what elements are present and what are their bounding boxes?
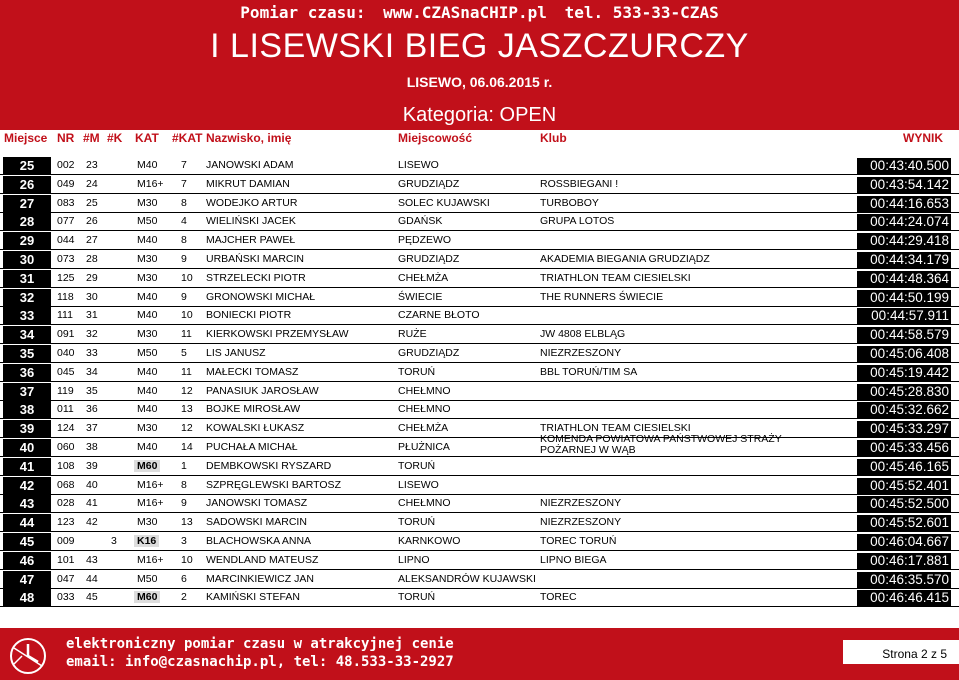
cell-town: GRUDZIĄDZ xyxy=(398,253,460,265)
page-footer xyxy=(0,628,959,680)
cell-club: KOMENDA POWIATOWA PAŃSTWOWEJ STRAŻY xyxy=(540,433,782,445)
cell-nr: 045 xyxy=(57,365,75,378)
table-row xyxy=(0,288,959,307)
cell-club: TRIATHLON TEAM CIESIELSKI xyxy=(540,271,691,284)
cell-club: JW 4808 ELBLĄG xyxy=(540,328,626,341)
cell-name: MAJCHER PAWEŁ xyxy=(206,234,296,247)
timing-label: Pomiar czasu: xyxy=(240,3,366,22)
col-m: #M xyxy=(83,131,100,145)
cell-name: KAMIŃSKI STEFAN xyxy=(206,591,300,604)
place-badge: 32 xyxy=(3,289,51,306)
result-time: 00:45:19.442 xyxy=(857,365,951,381)
cell-name: PUCHAŁA MICHAŁ xyxy=(206,441,298,453)
cell-nr: 011 xyxy=(57,403,74,416)
timing-website: www.CZASnaCHIP.pl xyxy=(383,3,547,22)
cell-m: 28 xyxy=(86,253,98,265)
cell-town: CZARNE BŁOTO xyxy=(398,309,480,322)
table-row xyxy=(0,400,959,419)
cell-hkat: 4 xyxy=(181,215,187,228)
cell-name: BOJKE MIROSŁAW xyxy=(206,403,301,416)
result-time: 00:44:48.364 xyxy=(857,271,951,287)
cell-m: 31 xyxy=(86,309,98,322)
cell-name: URBAŃSKI MARCIN xyxy=(206,253,305,265)
result-time: 00:46:46.415 xyxy=(857,590,951,606)
cell-nr: 123 xyxy=(57,516,75,529)
place-badge: 48 xyxy=(3,589,51,606)
cell-town: LISEWO xyxy=(398,159,439,171)
table-row xyxy=(0,194,959,213)
cell-town: PĘDZEWO xyxy=(398,234,452,247)
cell-nr: 047 xyxy=(57,572,75,585)
cell-town: TORUŃ xyxy=(398,365,436,378)
cell-kat: M30 xyxy=(137,253,158,265)
cell-m: 39 xyxy=(86,459,98,472)
cell-m: 24 xyxy=(86,177,98,190)
cell-kat: M30 xyxy=(137,328,158,341)
cell-m: 45 xyxy=(86,591,98,604)
cell-kat: M30 xyxy=(137,516,158,529)
cell-name: WIELIŃSKI JACEK xyxy=(206,215,296,228)
cell-kat: M40 xyxy=(137,365,158,378)
cell-m: 44 xyxy=(86,572,98,585)
cell-kat: M40 xyxy=(137,159,158,171)
cell-name: WENDLAND MATEUSZ xyxy=(206,553,319,566)
place-badge: 29 xyxy=(3,232,51,249)
cell-name: PANASIUK JAROSŁAW xyxy=(206,384,319,397)
place-badge: 41 xyxy=(3,458,51,475)
place-badge: 26 xyxy=(3,176,51,193)
cell-town: CHEŁMNO xyxy=(398,403,451,416)
col-miejscowosc: Miejscowość xyxy=(398,131,473,145)
cell-name: BONIECKI PIOTR xyxy=(206,309,292,322)
place-badge: 42 xyxy=(3,477,51,494)
cell-nr: 108 xyxy=(57,459,75,472)
cell-club: NIEZRZESZONY xyxy=(540,516,622,529)
cell-kat: M60 xyxy=(134,460,160,472)
result-time: 00:44:24.074 xyxy=(857,214,951,230)
cell-hkat: 6 xyxy=(181,572,187,585)
column-headers xyxy=(0,131,959,147)
cell-town: ŚWIECIE xyxy=(398,290,443,303)
page-number: Strona 2 z 5 xyxy=(882,647,947,661)
cell-kat: M50 xyxy=(137,215,158,228)
cell-kat: M40 xyxy=(137,309,158,322)
cell-town: SOLEC KUJAWSKI xyxy=(398,196,490,209)
cell-hkat: 8 xyxy=(181,478,187,491)
result-time: 00:44:16.653 xyxy=(857,196,951,212)
cell-nr: 073 xyxy=(57,253,75,265)
event-title: I LISEWSKI BIEG JASZCZURCZY xyxy=(210,27,749,65)
table-row xyxy=(0,551,959,570)
cell-nr: 091 xyxy=(57,328,75,341)
cell-club: TOREC xyxy=(540,591,577,604)
result-time: 00:44:57.911 xyxy=(857,308,951,324)
table-row xyxy=(0,513,959,532)
cell-m: 33 xyxy=(86,347,98,359)
cell-hkat: 14 xyxy=(181,441,193,453)
cell-m: 38 xyxy=(86,441,98,453)
cell-m: 37 xyxy=(86,422,98,435)
table-row xyxy=(0,570,959,589)
cell-kat: M50 xyxy=(137,347,158,359)
cell-kat: K16 xyxy=(134,535,159,547)
place-badge: 47 xyxy=(3,571,51,588)
page-header xyxy=(0,0,959,130)
cell-hkat: 3 xyxy=(181,535,187,547)
cell-name: STRZELECKI PIOTR xyxy=(206,271,306,284)
cell-club: AKADEMIA BIEGANIA GRUDZIĄDZ xyxy=(540,253,710,265)
cell-m: 29 xyxy=(86,271,98,284)
cell-club: BBL TORUŃ/TIM SA xyxy=(540,365,638,378)
cell-club: NIEZRZESZONY xyxy=(540,347,622,359)
cell-hkat: 9 xyxy=(181,290,187,303)
place-badge: 39 xyxy=(3,420,51,437)
col-kat: KAT xyxy=(135,131,159,145)
cell-town: TORUŃ xyxy=(398,459,436,472)
cell-nr: 101 xyxy=(57,553,75,566)
cell-nr: 033 xyxy=(57,591,75,604)
place-badge: 43 xyxy=(3,495,51,512)
cell-kat: M40 xyxy=(137,403,158,416)
place-badge: 40 xyxy=(3,439,51,456)
cell-hkat: 12 xyxy=(181,422,193,435)
timing-info xyxy=(0,3,959,22)
result-time: 00:43:54.142 xyxy=(857,177,951,193)
cell-nr: 083 xyxy=(57,196,75,209)
page-number-box xyxy=(843,640,959,664)
cell-town: GDAŃSK xyxy=(398,215,443,228)
table-row xyxy=(0,250,959,269)
table-row xyxy=(0,175,959,194)
footer-contact: email: info@czasnachip.pl, tel: 48.533-33-2927 xyxy=(66,654,454,670)
cell-name: GRONOWSKI MICHAŁ xyxy=(206,290,316,303)
cell-nr: 060 xyxy=(57,441,75,453)
cell-town: CHEŁMŻA xyxy=(398,422,449,435)
cell-hkat: 10 xyxy=(181,309,193,322)
cell-k: 3 xyxy=(111,535,117,547)
cell-club: TOREC TORUŃ xyxy=(540,535,617,547)
col-hkat: #KAT xyxy=(172,131,203,145)
result-time: 00:44:58.579 xyxy=(857,327,951,343)
czasnachip-logo-icon xyxy=(8,636,48,676)
col-k: #K xyxy=(107,131,123,145)
table-row xyxy=(0,382,959,401)
cell-town: RUŻE xyxy=(398,328,427,341)
result-time: 00:46:35.570 xyxy=(857,572,951,588)
cell-m: 36 xyxy=(86,403,98,416)
cell-name: JANOWSKI TOMASZ xyxy=(206,497,308,510)
cell-hkat: 7 xyxy=(181,159,187,171)
result-time: 00:45:52.401 xyxy=(857,478,951,494)
table-row xyxy=(0,532,959,551)
table-row xyxy=(0,306,959,325)
cell-town: CHEŁMNO xyxy=(398,497,451,510)
table-row xyxy=(0,363,959,382)
cell-nr: 040 xyxy=(57,347,75,359)
cell-club: LIPNO BIEGA xyxy=(540,553,607,566)
table-row xyxy=(0,476,959,495)
category-title: Kategoria: OPEN xyxy=(402,104,557,126)
cell-nr: 111 xyxy=(57,309,73,322)
place-badge: 35 xyxy=(3,345,51,362)
cell-m: 25 xyxy=(86,196,98,209)
table-row xyxy=(0,457,959,476)
event-place-date: LISEWO, 06.06.2015 r. xyxy=(406,74,553,90)
cell-name: KOWALSKI ŁUKASZ xyxy=(206,422,305,435)
result-time: 00:44:34.179 xyxy=(857,252,951,268)
cell-m: 23 xyxy=(86,159,98,171)
table-row xyxy=(0,419,959,438)
cell-name: DEMBKOWSKI RYSZARD xyxy=(206,459,332,472)
cell-m: 27 xyxy=(86,234,98,247)
cell-name: MAŁECKI TOMASZ xyxy=(206,365,299,378)
place-badge: 27 xyxy=(3,195,51,212)
place-badge: 45 xyxy=(3,533,51,550)
cell-town: KARNKOWO xyxy=(398,535,461,547)
cell-m: 41 xyxy=(86,497,98,510)
cell-hkat: 9 xyxy=(181,253,187,265)
footer-slogan: elektroniczny pomiar czasu w atrakcyjnej cenie xyxy=(66,636,454,652)
col-klub: Klub xyxy=(540,131,567,145)
cell-hkat: 7 xyxy=(181,177,187,190)
cell-hkat: 9 xyxy=(181,497,187,510)
result-time: 00:44:50.199 xyxy=(857,290,951,306)
cell-kat: M30 xyxy=(137,422,158,435)
cell-kat: M60 xyxy=(134,591,160,603)
cell-town: LIPNO xyxy=(398,553,430,566)
table-row xyxy=(0,433,959,457)
cell-kat: M40 xyxy=(137,384,158,397)
cell-name: JANOWSKI ADAM xyxy=(206,159,294,171)
table-row xyxy=(0,212,959,231)
result-time: 00:43:40.500 xyxy=(857,158,951,174)
result-time: 00:45:46.165 xyxy=(857,459,951,475)
result-time: 00:45:32.662 xyxy=(857,402,951,418)
cell-name: LIS JANUSZ xyxy=(206,347,266,359)
cell-club-multiline xyxy=(540,434,782,456)
cell-name: MARCINKIEWICZ JAN xyxy=(206,572,314,585)
result-time: 00:46:17.881 xyxy=(857,553,951,569)
cell-nr: 119 xyxy=(57,384,74,397)
result-time: 00:45:52.601 xyxy=(857,515,951,531)
cell-hkat: 8 xyxy=(181,196,187,209)
place-badge: 25 xyxy=(3,157,51,174)
col-miejsce: Miejsce xyxy=(4,131,48,145)
cell-kat: M16+ xyxy=(137,177,164,190)
cell-nr: 068 xyxy=(57,478,75,491)
cell-club: GRUPA LOTOS xyxy=(540,215,615,228)
result-time: 00:45:06.408 xyxy=(857,346,951,362)
cell-nr: 002 xyxy=(57,159,75,171)
place-badge: 28 xyxy=(3,213,51,230)
place-badge: 44 xyxy=(3,514,51,531)
cell-nr: 118 xyxy=(57,290,74,303)
cell-nr: 049 xyxy=(57,177,75,190)
result-time: 00:44:29.418 xyxy=(857,233,951,249)
cell-hkat: 1 xyxy=(181,459,187,472)
table-row xyxy=(0,344,959,363)
cell-hkat: 8 xyxy=(181,234,187,247)
result-time: 00:45:33.297 xyxy=(857,421,951,437)
cell-hkat: 11 xyxy=(181,365,192,378)
table-row xyxy=(0,231,959,250)
timing-phone: tel. 533-33-CZAS xyxy=(564,3,719,22)
cell-m: 26 xyxy=(86,215,98,228)
cell-kat: M16+ xyxy=(137,497,164,510)
cell-m: 42 xyxy=(86,516,98,529)
cell-nr: 044 xyxy=(57,234,75,247)
result-time: 00:45:28.830 xyxy=(857,384,951,400)
cell-hkat: 5 xyxy=(181,347,187,359)
cell-hkat: 13 xyxy=(181,516,193,529)
col-nr: NR xyxy=(57,131,75,145)
cell-kat: M40 xyxy=(137,290,158,303)
cell-m: 35 xyxy=(86,384,98,397)
cell-name: SZPRĘGLEWSKI BARTOSZ xyxy=(206,478,341,491)
cell-club: ROSSBIEGANI ! xyxy=(540,177,619,190)
result-time: 00:45:33.456 xyxy=(857,440,951,456)
cell-town: TORUŃ xyxy=(398,516,436,529)
cell-town: CHEŁMŻA xyxy=(398,271,449,284)
cell-m: 32 xyxy=(86,328,98,341)
cell-m: 30 xyxy=(86,290,98,303)
cell-town: GRUDZIĄDZ xyxy=(398,347,460,359)
result-time: 00:45:52.500 xyxy=(857,496,951,512)
cell-town: CHEŁMNO xyxy=(398,384,451,397)
cell-nr: 077 xyxy=(57,215,75,228)
cell-club: TRIATHLON TEAM CIESIELSKI xyxy=(540,422,691,435)
cell-kat: M30 xyxy=(137,271,158,284)
cell-club-line2: POŻARNEJ W WĄB xyxy=(540,444,636,456)
cell-kat: M16+ xyxy=(137,478,164,491)
cell-name: KIERKOWSKI PRZEMYSŁAW xyxy=(206,328,349,341)
cell-name: BLACHOWSKA ANNA xyxy=(206,535,312,547)
cell-town: LISEWO xyxy=(398,478,439,491)
cell-town: GRUDZIĄDZ xyxy=(398,177,460,190)
col-nazwisko: Nazwisko, imię xyxy=(206,131,292,145)
cell-m: 40 xyxy=(86,478,98,491)
cell-m: 43 xyxy=(86,553,98,566)
cell-name: WODEJKO ARTUR xyxy=(206,196,298,209)
cell-kat: M30 xyxy=(137,196,158,209)
cell-town: ALEKSANDRÓW KUJAWSKI xyxy=(398,572,536,585)
cell-kat: M16+ xyxy=(137,553,164,566)
cell-town: TORUŃ xyxy=(398,591,436,604)
table-row xyxy=(0,156,959,175)
cell-club: NIEZRZESZONY xyxy=(540,497,622,510)
place-badge: 34 xyxy=(3,326,51,343)
cell-hkat: 12 xyxy=(181,384,193,397)
cell-hkat: 10 xyxy=(181,553,193,566)
cell-hkat: 11 xyxy=(181,328,192,341)
table-row xyxy=(0,269,959,288)
place-badge: 38 xyxy=(3,401,51,418)
place-badge: 37 xyxy=(3,383,51,400)
cell-kat: M40 xyxy=(137,441,158,453)
place-badge: 31 xyxy=(3,270,51,287)
cell-nr: 124 xyxy=(57,422,75,435)
place-badge: 30 xyxy=(3,251,51,268)
place-badge: 46 xyxy=(3,552,51,569)
col-wynik: WYNIK xyxy=(903,131,943,145)
cell-club: THE RUNNERS ŚWIECIE xyxy=(540,290,664,303)
cell-kat: M50 xyxy=(137,572,158,585)
cell-kat: M40 xyxy=(137,234,158,247)
cell-hkat: 2 xyxy=(181,591,187,604)
cell-name: SADOWSKI MARCIN xyxy=(206,516,307,529)
result-time: 00:46:04.667 xyxy=(857,534,951,550)
table-row xyxy=(0,588,959,607)
cell-nr: 009 xyxy=(57,535,75,547)
place-badge: 33 xyxy=(3,307,51,324)
table-row xyxy=(0,325,959,344)
cell-town: PŁUŻNICA xyxy=(398,441,450,453)
cell-hkat: 10 xyxy=(181,271,193,284)
cell-m: 34 xyxy=(86,365,98,378)
cell-club: TURBOBOY xyxy=(540,196,599,209)
cell-name: MIKRUT DAMIAN xyxy=(206,177,290,190)
cell-nr: 125 xyxy=(57,271,75,284)
cell-nr: 028 xyxy=(57,497,75,510)
table-row xyxy=(0,494,959,513)
place-badge: 36 xyxy=(3,364,51,381)
cell-hkat: 13 xyxy=(181,403,193,416)
